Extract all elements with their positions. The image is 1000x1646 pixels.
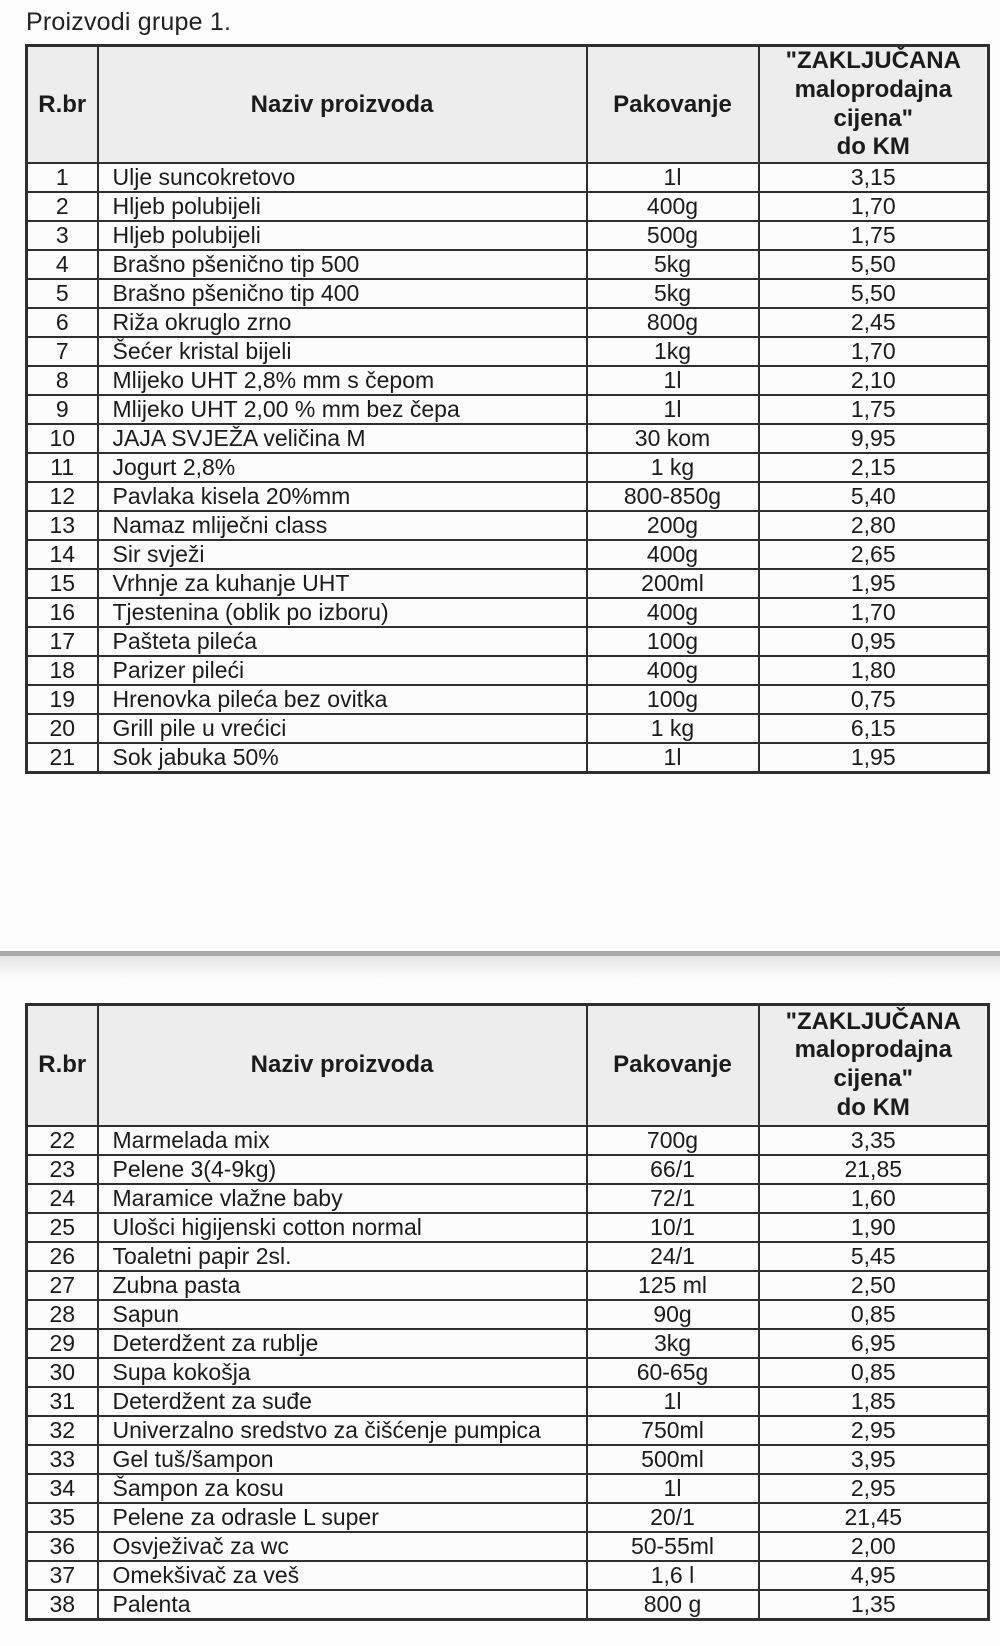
cell-packaging: 1l: [587, 1474, 759, 1503]
cell-row-number: 36: [27, 1532, 98, 1561]
table-row: [27, 1590, 989, 1620]
cell-product-name: Vrhnje za kuhanje UHT: [98, 569, 587, 598]
cell-packaging: 24/1: [587, 1242, 759, 1271]
cell-row-number: 14: [27, 540, 98, 569]
cell-price: 1,95: [759, 569, 989, 598]
cell-row-number: 12: [27, 482, 98, 511]
cell-price: 2,95: [759, 1474, 989, 1503]
cell-product-name: Jogurt 2,8%: [98, 453, 587, 482]
table-row: [27, 1358, 989, 1387]
cell-product-name: Šampon za kosu: [98, 1474, 587, 1503]
cell-row-number: 3: [27, 221, 98, 250]
cell-price: 3,95: [759, 1445, 989, 1474]
cell-packaging: 200ml: [587, 569, 759, 598]
cell-row-number: 37: [27, 1561, 98, 1590]
cell-row-number: 13: [27, 511, 98, 540]
cell-product-name: Hrenovka pileća bez ovitka: [98, 685, 587, 714]
cell-product-name: Sapun: [98, 1300, 587, 1329]
cell-product-name: JAJA SVJEŽA veličina M: [98, 424, 587, 453]
cell-row-number: 18: [27, 656, 98, 685]
table-row: [27, 1445, 989, 1474]
cell-row-number: 16: [27, 598, 98, 627]
table-row: [27, 337, 989, 366]
table-row: [27, 627, 989, 656]
cell-row-number: 20: [27, 714, 98, 743]
cell-row-number: 19: [27, 685, 98, 714]
cell-packaging: 3kg: [587, 1329, 759, 1358]
cell-product-name: Deterdžent za rublje: [98, 1329, 587, 1358]
cell-row-number: 8: [27, 366, 98, 395]
cell-product-name: Hljeb polubijeli: [98, 192, 587, 221]
cell-packaging: 400g: [587, 540, 759, 569]
table-row: [27, 1503, 989, 1532]
cell-packaging: 750ml: [587, 1416, 759, 1445]
cell-price: 1,70: [759, 598, 989, 627]
cell-packaging: 30 kom: [587, 424, 759, 453]
cell-row-number: 22: [27, 1126, 98, 1155]
cell-product-name: Hljeb polubijeli: [98, 221, 587, 250]
cell-row-number: 5: [27, 279, 98, 308]
price-header-line-1: "ZAKLJUČANA: [785, 1007, 961, 1035]
cell-product-name: Pavlaka kisela 20%mm: [98, 482, 587, 511]
cell-row-number: 4: [27, 250, 98, 279]
cell-packaging: 800 g: [587, 1590, 759, 1620]
cell-product-name: Tjestenina (oblik po izboru): [98, 598, 587, 627]
cell-price: 2,95: [759, 1416, 989, 1445]
cell-price: 0,95: [759, 627, 989, 656]
cell-row-number: 24: [27, 1184, 98, 1213]
cell-packaging: 100g: [587, 627, 759, 656]
table-row: [27, 279, 989, 308]
cell-packaging: 72/1: [587, 1184, 759, 1213]
cell-price: 1,70: [759, 192, 989, 221]
cell-price: 21,85: [759, 1155, 989, 1184]
cell-row-number: 27: [27, 1271, 98, 1300]
cell-row-number: 11: [27, 453, 98, 482]
cell-packaging: 1 kg: [587, 714, 759, 743]
table-row: [27, 743, 989, 773]
cell-packaging: 125 ml: [587, 1271, 759, 1300]
cell-price: 21,45: [759, 1503, 989, 1532]
cell-price: 5,40: [759, 482, 989, 511]
cell-price: 1,85: [759, 1387, 989, 1416]
price-header-line-3: cijena": [833, 1065, 913, 1093]
table-row: [27, 1213, 989, 1242]
cell-packaging: 5kg: [587, 279, 759, 308]
cell-price: 2,45: [759, 308, 989, 337]
products-table-2: [25, 1003, 990, 1621]
cell-product-name: Namaz mliječni class: [98, 511, 587, 540]
cell-packaging: 400g: [587, 656, 759, 685]
table-body-2: [27, 1126, 989, 1620]
cell-packaging: 700g: [587, 1126, 759, 1155]
cell-packaging: 1l: [587, 163, 759, 192]
price-header-line-1: "ZAKLJUČANA: [785, 47, 961, 74]
cell-packaging: 66/1: [587, 1155, 759, 1184]
table-row: [27, 685, 989, 714]
cell-packaging: 10/1: [587, 1213, 759, 1242]
cell-price: 2,10: [759, 366, 989, 395]
cell-price: 5,50: [759, 250, 989, 279]
cell-price: 2,50: [759, 1271, 989, 1300]
page-separator-fade: [0, 956, 1000, 978]
cell-product-name: Univerzalno sredstvo za čišćenje pumpica: [98, 1416, 587, 1445]
cell-row-number: 17: [27, 627, 98, 656]
cell-product-name: Ulošci higijenski cotton normal: [98, 1213, 587, 1242]
price-header-line-3: cijena": [833, 104, 913, 132]
table-row: [27, 656, 989, 685]
cell-product-name: Grill pile u vrećici: [98, 714, 587, 743]
cell-product-name: Marmelada mix: [98, 1126, 587, 1155]
header-row: [27, 1005, 989, 1126]
cell-packaging: 500ml: [587, 1445, 759, 1474]
table-row: [27, 1387, 989, 1416]
column-header-cijena: [759, 1005, 989, 1126]
table-row: [27, 1561, 989, 1590]
price-header-line-2: maloprodajna: [794, 1036, 952, 1064]
cell-packaging: 800-850g: [587, 482, 759, 511]
table-row: [27, 482, 989, 511]
cell-row-number: 6: [27, 308, 98, 337]
cell-price: 0,85: [759, 1300, 989, 1329]
cell-packaging: 90g: [587, 1300, 759, 1329]
cell-product-name: Brašno pšenično tip 500: [98, 250, 587, 279]
cell-product-name: Riža okruglo zrno: [98, 308, 587, 337]
cell-product-name: Sir svježi: [98, 540, 587, 569]
header-row: [27, 46, 989, 164]
cell-packaging: 50-55ml: [587, 1532, 759, 1561]
column-header-naziv: Naziv proizvoda: [98, 1005, 587, 1126]
cell-packaging: 400g: [587, 598, 759, 627]
table-row: [27, 1242, 989, 1271]
table-row: [27, 163, 989, 192]
table-row: [27, 540, 989, 569]
cell-packaging: 1l: [587, 743, 759, 773]
cell-product-name: Pelene 3(4-9kg): [98, 1155, 587, 1184]
cell-packaging: 60-65g: [587, 1358, 759, 1387]
table-row: [27, 714, 989, 743]
cell-row-number: 32: [27, 1416, 98, 1445]
cell-row-number: 9: [27, 395, 98, 424]
cell-price: 1,75: [759, 221, 989, 250]
page-title: Proizvodi grupe 1.: [26, 8, 232, 36]
cell-product-name: Osvježivač za wc: [98, 1532, 587, 1561]
table-row: [27, 598, 989, 627]
table-row: [27, 308, 989, 337]
cell-row-number: 2: [27, 192, 98, 221]
table-row: [27, 453, 989, 482]
cell-price: 1,80: [759, 656, 989, 685]
cell-price: 9,95: [759, 424, 989, 453]
cell-row-number: 29: [27, 1329, 98, 1358]
table-row: [27, 395, 989, 424]
cell-price: 2,15: [759, 453, 989, 482]
cell-row-number: 25: [27, 1213, 98, 1242]
cell-packaging: 1l: [587, 1387, 759, 1416]
cell-product-name: Ulje suncokretovo: [98, 163, 587, 192]
cell-row-number: 15: [27, 569, 98, 598]
cell-packaging: 500g: [587, 221, 759, 250]
cell-price: 0,75: [759, 685, 989, 714]
products-table-1: [25, 44, 990, 774]
table-row: [27, 250, 989, 279]
cell-price: 1,75: [759, 395, 989, 424]
cell-row-number: 34: [27, 1474, 98, 1503]
price-header-line-2: maloprodajna: [794, 75, 952, 103]
table-row: [27, 511, 989, 540]
cell-product-name: Omekšivač za veš: [98, 1561, 587, 1590]
cell-packaging: 1l: [587, 395, 759, 424]
cell-row-number: 35: [27, 1503, 98, 1532]
cell-row-number: 33: [27, 1445, 98, 1474]
cell-price: 5,45: [759, 1242, 989, 1271]
cell-product-name: Pelene za odrasle L super: [98, 1503, 587, 1532]
cell-row-number: 31: [27, 1387, 98, 1416]
cell-packaging: 200g: [587, 511, 759, 540]
table-row: [27, 1416, 989, 1445]
cell-packaging: 1l: [587, 366, 759, 395]
cell-packaging: 1 kg: [587, 453, 759, 482]
table-row: [27, 569, 989, 598]
cell-price: 5,50: [759, 279, 989, 308]
cell-row-number: 7: [27, 337, 98, 366]
cell-row-number: 21: [27, 743, 98, 773]
column-header-naziv: Naziv proizvoda: [98, 46, 587, 164]
cell-product-name: Pašteta pileća: [98, 627, 587, 656]
cell-product-name: Supa kokošja: [98, 1358, 587, 1387]
cell-product-name: Deterdžent za suđe: [98, 1387, 587, 1416]
column-header-rbr: R.br: [27, 46, 98, 164]
cell-row-number: 38: [27, 1590, 98, 1620]
table-row: [27, 1532, 989, 1561]
cell-row-number: 23: [27, 1155, 98, 1184]
cell-row-number: 28: [27, 1300, 98, 1329]
cell-product-name: Brašno pšenično tip 400: [98, 279, 587, 308]
cell-product-name: Mlijeko UHT 2,8% mm s čepom: [98, 366, 587, 395]
table-row: [27, 424, 989, 453]
table-row: [27, 1126, 989, 1155]
cell-product-name: Parizer pileći: [98, 656, 587, 685]
table-row: [27, 1329, 989, 1358]
cell-row-number: 1: [27, 163, 98, 192]
cell-packaging: 400g: [587, 192, 759, 221]
table-row: [27, 1271, 989, 1300]
cell-price: 4,95: [759, 1561, 989, 1590]
column-header-pakovanje: Pakovanje: [587, 1005, 759, 1126]
cell-packaging: 20/1: [587, 1503, 759, 1532]
cell-price: 0,85: [759, 1358, 989, 1387]
column-header-rbr: R.br: [27, 1005, 98, 1126]
cell-price: 1,60: [759, 1184, 989, 1213]
table-row: [27, 1300, 989, 1329]
table-row: [27, 1474, 989, 1503]
table-body-1: [27, 163, 989, 773]
cell-price: 2,80: [759, 511, 989, 540]
cell-price: 1,95: [759, 743, 989, 773]
cell-row-number: 26: [27, 1242, 98, 1271]
cell-product-name: Šećer kristal bijeli: [98, 337, 587, 366]
cell-price: 3,35: [759, 1126, 989, 1155]
price-header-line-4: do KM: [836, 1094, 910, 1122]
table-row: [27, 192, 989, 221]
cell-product-name: Palenta: [98, 1590, 587, 1620]
cell-packaging: 1kg: [587, 337, 759, 366]
cell-product-name: Zubna pasta: [98, 1271, 587, 1300]
cell-price: 2,65: [759, 540, 989, 569]
cell-row-number: 30: [27, 1358, 98, 1387]
cell-price: 2,00: [759, 1532, 989, 1561]
cell-price: 1,35: [759, 1590, 989, 1620]
cell-price: 1,70: [759, 337, 989, 366]
column-header-pakovanje: Pakovanje: [587, 46, 759, 164]
cell-row-number: 10: [27, 424, 98, 453]
cell-packaging: 100g: [587, 685, 759, 714]
column-header-cijena: [759, 46, 989, 164]
cell-packaging: 5kg: [587, 250, 759, 279]
cell-product-name: Gel tuš/šampon: [98, 1445, 587, 1474]
page-separator: [0, 951, 1000, 978]
cell-price: 3,15: [759, 163, 989, 192]
table-row: [27, 1184, 989, 1213]
table-row: [27, 221, 989, 250]
price-header-line-4: do KM: [836, 133, 910, 161]
cell-product-name: Maramice vlažne baby: [98, 1184, 587, 1213]
cell-product-name: Sok jabuka 50%: [98, 743, 587, 773]
cell-price: 1,90: [759, 1213, 989, 1242]
cell-price: 6,15: [759, 714, 989, 743]
cell-product-name: Mlijeko UHT 2,00 % mm bez čepa: [98, 395, 587, 424]
table-row: [27, 1155, 989, 1184]
cell-price: 6,95: [759, 1329, 989, 1358]
cell-packaging: 800g: [587, 308, 759, 337]
table-row: [27, 366, 989, 395]
cell-product-name: Toaletni papir 2sl.: [98, 1242, 587, 1271]
cell-packaging: 1,6 l: [587, 1561, 759, 1590]
